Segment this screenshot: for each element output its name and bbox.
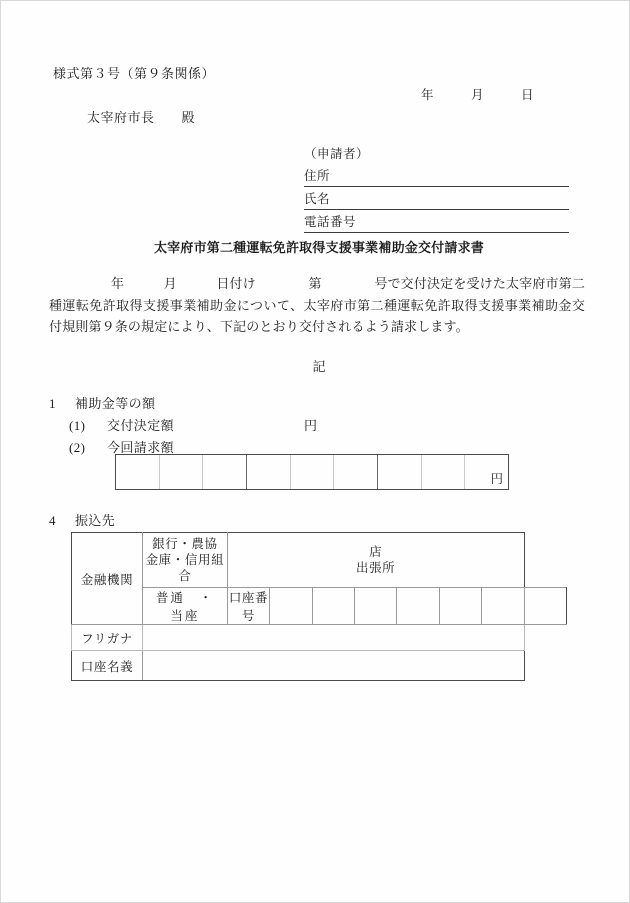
ki-marker: 記	[312, 359, 326, 374]
furigana-label: フリガナ	[72, 625, 143, 651]
body-line-2: 許取得支援事業補助金について、太宰府市第二種運転免許取得支援事業補助金交付規則第	[49, 297, 585, 334]
account-name-label: 口座名義	[72, 651, 143, 681]
amount-cell[interactable]	[247, 455, 291, 489]
table-row-furigana	[72, 625, 567, 651]
applicant-phone-field[interactable]	[304, 211, 569, 233]
applicant-name-field[interactable]	[304, 188, 569, 210]
section-amount-label: 補助金等の額	[75, 396, 156, 411]
account-digit-cell[interactable]	[354, 588, 396, 625]
applicant-heading: （申請者）	[304, 147, 370, 161]
document-title: 太宰府市第二種運転免許取得支援事業補助金交付請求書	[153, 241, 484, 256]
branch-type-cell[interactable]	[227, 533, 524, 588]
account-name-value[interactable]	[143, 651, 525, 681]
amount-cell-yen[interactable]	[465, 455, 508, 489]
amount-entry-grid[interactable]	[115, 454, 509, 490]
amount-cell[interactable]	[203, 455, 247, 489]
decided-amount-unit: 円	[304, 418, 318, 433]
account-digit-cell[interactable]	[397, 588, 439, 625]
table-row-account-type	[72, 588, 567, 625]
account-digit-cell[interactable]	[524, 588, 566, 625]
account-digit-cell[interactable]	[270, 588, 312, 625]
applicant-block	[304, 144, 569, 234]
applicant-name-label: 氏名	[304, 192, 331, 206]
amount-cell[interactable]	[160, 455, 204, 489]
institution-type-cell[interactable]	[143, 533, 228, 588]
form-number: 様式第３号（第９条関係）	[53, 66, 216, 81]
account-type-cell[interactable]: 普通 ・ 当座	[143, 588, 228, 625]
account-number-label: 口座番号	[227, 588, 269, 625]
institution-label: 金融機関	[72, 533, 143, 625]
claim-amount-number: (2)	[69, 440, 86, 455]
amount-cell[interactable]	[291, 455, 335, 489]
amount-cell[interactable]	[422, 455, 466, 489]
decided-amount-label: 交付決定額	[107, 418, 175, 433]
account-digit-cell[interactable]	[482, 588, 524, 625]
bank-account-table	[71, 532, 567, 681]
branch-type-line2: 出張所	[355, 561, 396, 575]
amount-cell[interactable]	[116, 455, 160, 489]
amount-cell[interactable]	[378, 455, 422, 489]
institution-type-line1: 銀行・農協	[152, 537, 218, 551]
decided-amount-number: (1)	[69, 418, 86, 433]
institution-type-line2: 金庫・信用組合	[145, 553, 225, 583]
applicant-address-label: 住所	[304, 169, 331, 183]
section-amount-number: 1	[49, 396, 56, 411]
section-amount-heading	[49, 393, 155, 412]
amount-cell[interactable]	[334, 455, 378, 489]
furigana-value[interactable]	[143, 625, 525, 651]
table-row-account-name	[72, 651, 567, 681]
applicant-phone-label: 電話番号	[304, 215, 357, 229]
account-digit-cell[interactable]	[439, 588, 481, 625]
claim-amount-label: 今回請求額	[107, 440, 175, 455]
amount-grid-unit: 円	[490, 472, 504, 486]
body-paragraph	[49, 273, 585, 338]
body-line-3: ９条の規定により、下記のとおり交付されるよう請求します。	[101, 319, 469, 334]
section-bank-label: 振込先	[75, 513, 116, 528]
decided-amount-row	[69, 415, 174, 434]
table-row-institution	[72, 533, 567, 588]
branch-type-line1: 店	[369, 545, 383, 559]
date-line: 年 月 日	[421, 88, 534, 102]
body-line-1: 年 月 日付け 第 号で交付決定を受けた太宰府市第二種運転免	[49, 276, 585, 313]
section-bank-heading	[49, 510, 115, 529]
account-digit-cell[interactable]	[312, 588, 354, 625]
addressee: 太宰府市長 殿	[87, 110, 196, 125]
section-bank-number: 4	[49, 513, 56, 528]
applicant-address-field[interactable]	[304, 165, 569, 187]
